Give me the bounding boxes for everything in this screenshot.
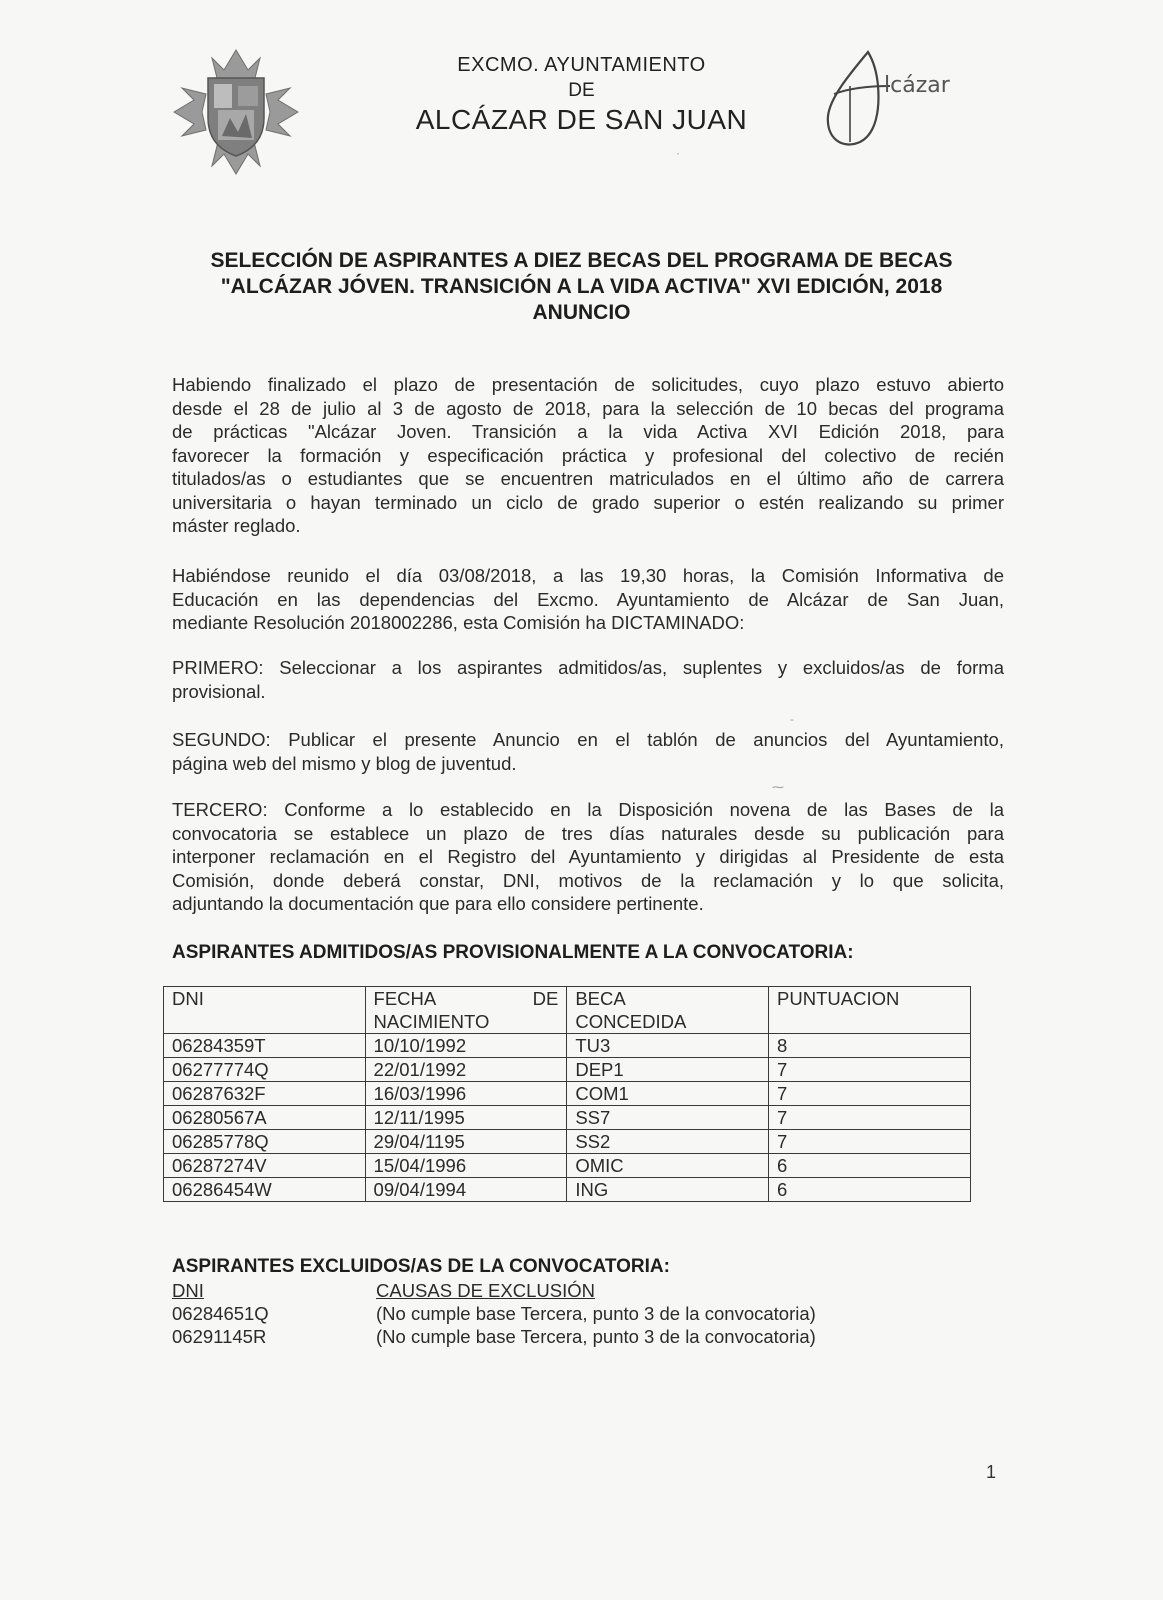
text-line: PRIMERO: Seleccionar a los aspirantes admitidos/as, suplentes y excluidos/as de forma <box>172 657 1004 678</box>
excluidos-heading: ASPIRANTES EXCLUIDOS/AS DE LA CONVOCATORIA: <box>172 1256 670 1277</box>
text-line: SEGUNDO: Publicar el presente Anuncio en el tablón de anuncios del Ayuntamiento, <box>172 729 1004 750</box>
header-dni-label: DNI <box>172 988 204 1009</box>
table-row <box>164 1154 971 1178</box>
cell-puntuacion: 6 <box>769 1154 971 1178</box>
cell-dni: 06280567A <box>164 1106 366 1130</box>
header-puntuacion-label: PUNTUACION <box>777 988 900 1009</box>
cell-puntuacion: 6 <box>769 1178 971 1202</box>
segundo-paragraph <box>172 728 1004 775</box>
excluidos-header-row <box>172 1280 595 1302</box>
excluidos-col-dni: DNI <box>172 1280 204 1301</box>
cell-beca: DEP1 <box>567 1058 769 1082</box>
cell-fecha: 09/04/1994 <box>365 1178 567 1202</box>
text-line: mediante Resolución 2018002286, esta Comisión ha DICTAMINADO: <box>172 612 745 633</box>
text-line: titulados/as o estudiantes que se encuentren matriculados en el último año de carrera <box>172 468 1004 489</box>
table-row <box>164 1058 971 1082</box>
text-line: Comisión, donde deberá constar, DNI, motivos de la reclamación y lo que solicita, <box>172 869 1004 891</box>
cell-beca: SS7 <box>567 1106 769 1130</box>
text-line: provisional. <box>172 680 266 702</box>
title-line-3: ANUNCIO <box>532 301 631 324</box>
cell-beca: SS2 <box>567 1130 769 1154</box>
cell-dni: 06277774Q <box>164 1058 366 1082</box>
text-line: Educación en las dependencias del Excmo. Ayuntamiento de Alcázar de San Juan, <box>172 588 1004 610</box>
logo-wordmark: lcázar <box>884 73 950 98</box>
excluido-dni: 06291145R <box>172 1326 267 1347</box>
text-line: interponer reclamación en el Registro del Ayuntamiento y dirigidas al Presidente de esta <box>172 846 1004 867</box>
text-line: de prácticas "Alcázar Joven. Transición a la vida Activa XVI Edición 2018, para <box>172 421 1004 442</box>
cell-puntuacion: 8 <box>769 1034 971 1058</box>
cell-fecha: 15/04/1996 <box>365 1154 567 1178</box>
header-line-1: EXCMO. AYUNTAMIENTO <box>457 54 706 76</box>
text-line: desde el 28 de julio al 3 de agosto de 2018, para la selección de 10 becas del programa <box>172 397 1004 419</box>
admitidos-heading: ASPIRANTES ADMITIDOS/AS PROVISIONALMENTE A LA CONVOCATORIA: <box>172 942 854 963</box>
header-dni <box>164 987 366 1034</box>
scan-speck: · <box>676 146 680 160</box>
header-beca-label-b: CONCEDIDA <box>575 1011 687 1032</box>
alcazar-logo-icon <box>820 46 980 158</box>
cell-beca: TU3 <box>567 1034 769 1058</box>
primero-paragraph <box>172 656 1004 703</box>
text-line: convocatoria se establece un plazo de tres días naturales desde su publicación para <box>172 822 1004 844</box>
table-row <box>164 1178 971 1202</box>
header-puntuacion <box>769 987 971 1034</box>
header-beca-label-a: BECA <box>575 988 626 1009</box>
list-item <box>172 1303 816 1325</box>
cell-puntuacion: 7 <box>769 1106 971 1130</box>
text-line: TERCERO: Conforme a lo establecido en la Disposición novena de las Bases de la <box>172 799 1004 820</box>
cell-dni: 06287632F <box>164 1082 366 1106</box>
cell-dni: 06285778Q <box>164 1130 366 1154</box>
excluido-causa: (No cumple base Tercera, punto 3 de la convocatoria) <box>376 1303 816 1324</box>
header-fecha <box>365 987 567 1034</box>
text-line: Habiendo finalizado el plazo de presentación de solicitudes, cuyo plazo estuvo abierto <box>172 374 1004 395</box>
scan-speck: - <box>790 712 794 726</box>
cell-dni: 06286454W <box>164 1178 366 1202</box>
cell-beca: COM1 <box>567 1082 769 1106</box>
text-line: máster reglado. <box>172 515 301 536</box>
header-beca <box>567 987 769 1034</box>
header-fecha-label-c: NACIMIENTO <box>373 1011 490 1032</box>
text-line: Habiéndose reunido el día 03/08/2018, a las 19,30 horas, la Comisión Informativa de <box>172 565 1004 586</box>
table-row <box>164 1130 971 1154</box>
text-line: adjuntando la documentación que para ello considere pertinente. <box>172 893 704 914</box>
admitidos-table <box>163 986 971 1202</box>
cell-dni: 06287274V <box>164 1154 366 1178</box>
announcement-title <box>160 248 1003 326</box>
title-line-1: SELECCIÓN DE ASPIRANTES A DIEZ BECAS DEL PROGRAMA DE BECAS <box>210 249 953 272</box>
excluido-causa: (No cumple base Tercera, punto 3 de la convocatoria) <box>376 1326 816 1347</box>
title-line-2: "ALCÁZAR JÓVEN. TRANSICIÓN A LA VIDA ACTIVA" XVI EDICIÓN, 2018 <box>220 275 943 298</box>
text-line: página web del mismo y blog de juventud. <box>172 752 517 774</box>
table-row <box>164 1082 971 1106</box>
cell-fecha: 29/04/1195 <box>365 1130 567 1154</box>
cell-puntuacion: 7 <box>769 1130 971 1154</box>
cell-puntuacion: 7 <box>769 1058 971 1082</box>
cell-beca: ING <box>567 1178 769 1202</box>
cell-fecha: 10/10/1992 <box>365 1034 567 1058</box>
cell-fecha: 12/11/1995 <box>365 1106 567 1130</box>
list-item <box>172 1326 816 1348</box>
excluidos-col-causa: CAUSAS DE EXCLUSIÓN <box>376 1280 595 1301</box>
intro-paragraph <box>172 373 1004 538</box>
header-line-2: DE <box>568 80 595 101</box>
table-row <box>164 1106 971 1130</box>
table-header-row <box>164 987 971 1034</box>
text-line: favorecer la formación y especificación práctica y profesional del colectivo de recién <box>172 444 1004 466</box>
tercero-paragraph <box>172 798 1004 916</box>
cell-puntuacion: 7 <box>769 1082 971 1106</box>
header-fecha-label-b: DE <box>532 988 559 1009</box>
scan-speck: ⁓ <box>772 780 784 794</box>
cell-beca: OMIC <box>567 1154 769 1178</box>
page-number: 1 <box>986 1462 997 1482</box>
cell-dni: 06284359T <box>164 1034 366 1058</box>
table-row <box>164 1034 971 1058</box>
header-municipality-name: ALCÁZAR DE SAN JUAN <box>415 104 748 135</box>
cell-fecha: 16/03/1996 <box>365 1082 567 1106</box>
cell-fecha: 22/01/1992 <box>365 1058 567 1082</box>
text-line: universitaria o hayan terminado un ciclo de grado superior o estén realizando su primer <box>172 491 1004 513</box>
header-fecha-label-a: FECHA <box>373 988 437 1009</box>
reunion-paragraph <box>172 564 1004 635</box>
excluido-dni: 06284651Q <box>172 1303 269 1324</box>
alcazar-brand-logo <box>820 46 980 158</box>
